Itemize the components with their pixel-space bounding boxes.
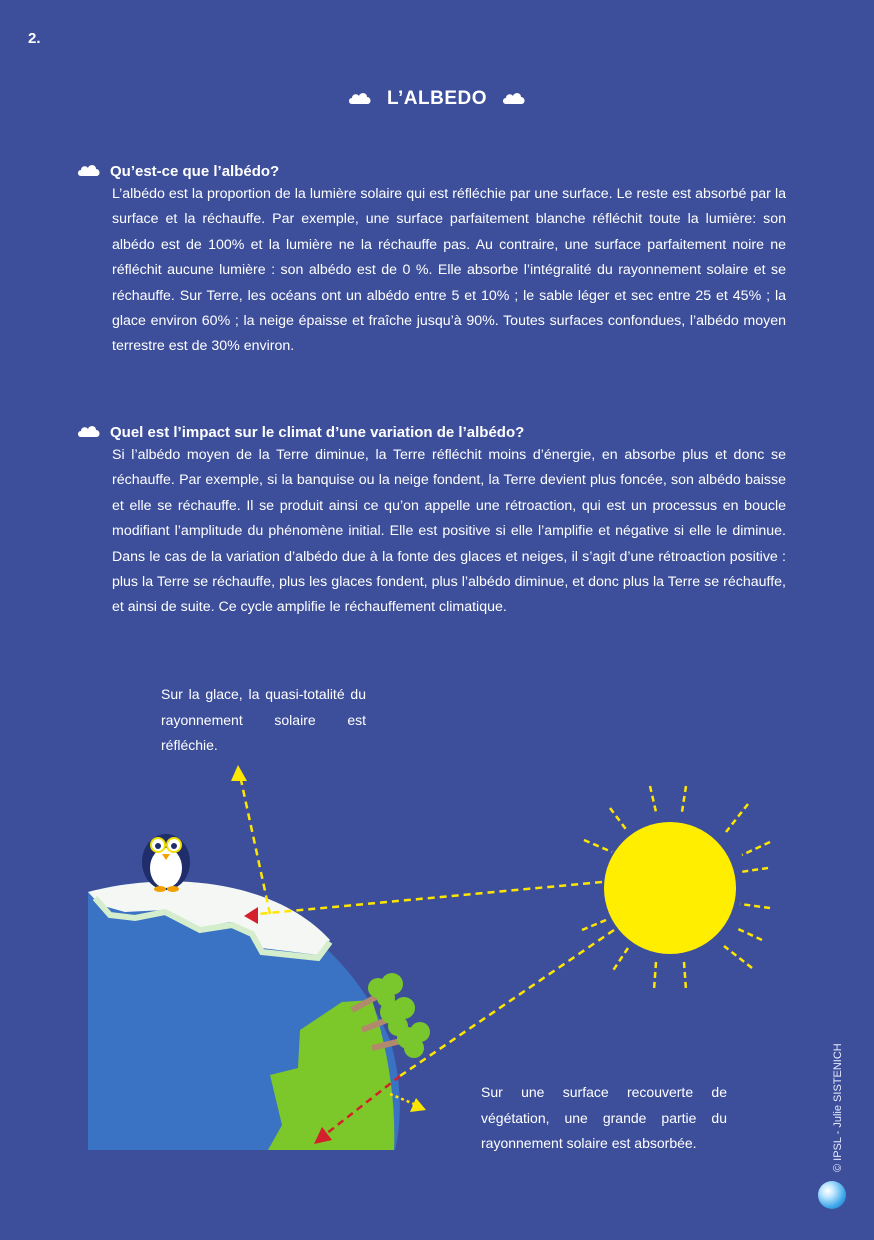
incident-ray-vegetation [400, 930, 614, 1076]
section-body: Si l’albédo moyen de la Terre diminue, la Terre réfléchit moins d’énergie, en absorbe plus et donc se réchauffe. Par exemple, si la banquise ou la neige fondent, la Terre devient plus foncée, son albédo baisse et elle se réchauffe. Il se produit ainsi ce qu’on appelle une rétroaction, qui est un processus en boucle modifiant l’amplitude du phénomène initial. Elle est positive si elle l’amplifie et négative si elle le diminue. Dans le cas de la variation d’albédo due à la fonte des glaces et neiges, il s’agit d’une rétroaction positive : plus la Terre se réchauffe, plus les glaces fondent, plus l’albédo diminue, et donc plus la Terre se réchauffe, et ainsi de suite. Ce cycle amplifie le réchauffement climatique. [112, 447, 786, 616]
section-heading-text: Quel est l’impact sur le climat d’une variation de l’albédo? [110, 423, 525, 441]
copyright-text: © IPSL - Julie SISTENICH [832, 1043, 844, 1172]
ipsl-logo-icon [818, 1181, 846, 1209]
caption-vegetation: Sur une surface recouverte de végétation, une grande partie du rayonnement solaire est absorbée. [481, 1084, 727, 1151]
sun-icon [582, 786, 770, 990]
incident-ray-ice [258, 882, 602, 914]
earth-illustration [88, 881, 400, 1150]
caption-ice: Sur la glace, la quasi-totalité du rayonnement solaire est réfléchie. [161, 686, 366, 753]
section-body: L’albédo est la proportion de la lumière solaire qui est réfléchie par une surface. Le reste est absorbé par la surface et la réchauffe. Par exemple, une surface parfaitement blanche réfléchit toute la lumière: son albédo est de 100% et la lumière ne la réchauffe pas. Au contraire, une surface parfaitement noire ne réfléchit aucune lumière : son albédo est de 0 %. Elle absorbe l’intégralité du rayonnement solaire et se réchauffe. Sur Terre, les océans ont un albédo entre 5 et 10% ; le sable léger et sec entre 25 et 45% ; la glace environ 60% ; la neige épaisse et fraîche jusqu’à 90%. Toutes surfaces confondues, l’albédo moyen terrestre est de 30% environ. [112, 186, 786, 355]
page-number: 2. [28, 30, 41, 47]
section-heading-text: Qu’est-ce que l’albédo? [110, 162, 280, 180]
arrow-head-reflected [231, 765, 247, 781]
title-text: L’ALBEDO [386, 88, 488, 109]
arrow-head-small [410, 1098, 426, 1112]
